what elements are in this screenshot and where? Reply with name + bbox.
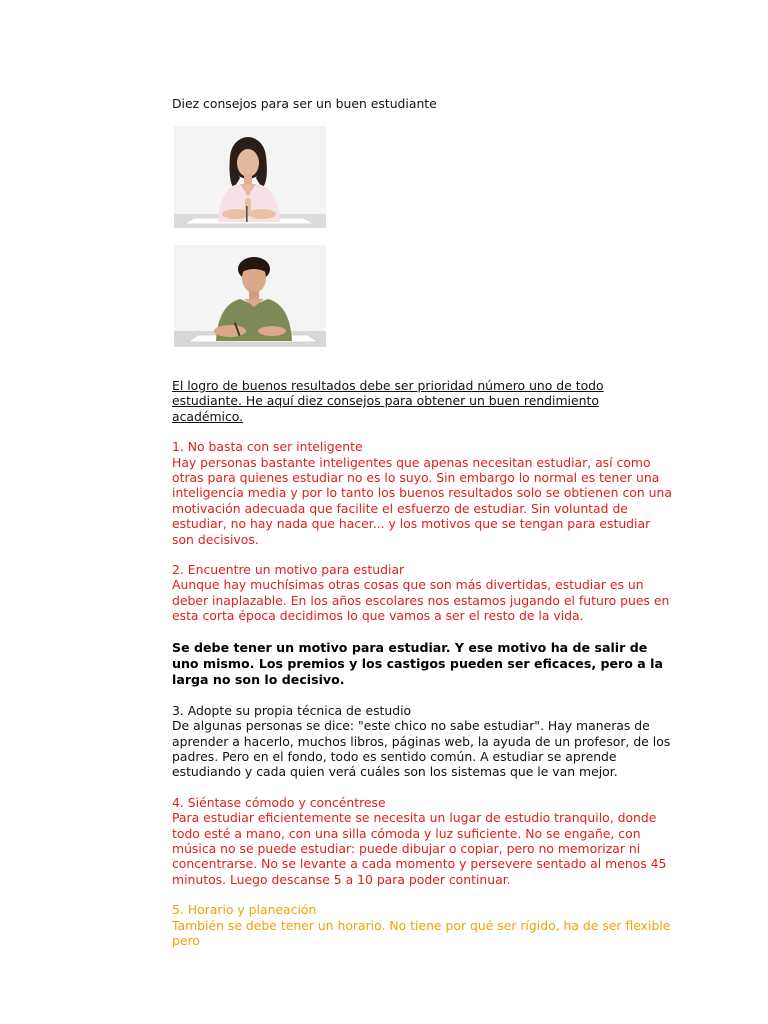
tip-body: También se debe tener un horario. No tiene por qué ser rígido, ha de ser flexible pero: [172, 917, 671, 948]
intro-paragraph: El logro de buenos resultados debe ser prioridad número uno de todo estudiante. He aquí diez consejos para obtener un buen rendimiento académico.: [172, 378, 604, 424]
tip-title: 4. Siéntase cómodo y concéntrese: [172, 794, 386, 810]
tip-section-1: [172, 439, 672, 547]
document-page: [172, 96, 672, 948]
tip-title: 2. Encuentre un motivo para estudiar: [172, 562, 405, 578]
tip-section-2: [172, 562, 672, 624]
tip-body: Aunque hay muchísimas otras cosas que son más divertidas, estudiar es un deber inaplazable. En los años escolares nos estamos jugando el futuro pues en esta corta época decidimos lo que vamos a ser el resto de la vida.: [172, 577, 670, 624]
tip-section-5: [172, 902, 672, 948]
tip-title: 3. Adopte su propia técnica de estudio: [172, 702, 412, 718]
tip-body: Para estudiar eficientemente se necesita un lugar de estudio tranquilo, donde todo esté a mano, con una silla cómoda y luz suficiente. No se engañe, con música no se puede estudiar: puede dibujar o copiar, pero no memorizar ni concentrarse. No se levante a cada momento y persevere sentado al menos 45 minutos. Luego descanse 5 a 10 para poder continuar.: [172, 810, 667, 887]
student-girl-photo: [174, 126, 326, 228]
tip-body: Hay personas bastante inteligentes que apenas necesitan estudiar, así como otras para quienes estudiar no es lo suyo. Sin embargo lo normal es tener una inteligencia media y por lo tanto los buenos resultados solo se obtienen con una motivación adecuada que facilite el esfuerzo de estudiar. Sin voluntad de estudiar, no hay nada que hacer... y los motivos que se tengan para estudiar son decisivos.: [172, 454, 672, 547]
highlight-paragraph: Se debe tener un motivo para estudiar. Y ese motivo ha de salir de uno mismo. Los premios y los castigos pueden ser eficaces, pero a la larga no son lo decisivo.: [172, 639, 664, 687]
tip-section-4: [172, 795, 672, 887]
tip-title: 5. Horario y planeación: [172, 902, 317, 918]
tip-title: 1. No basta con ser inteligente: [172, 439, 363, 455]
document-title: Diez consejos para ser un buen estudiante: [172, 96, 437, 111]
student-boy-photo: [174, 245, 326, 347]
tip-section-3: [172, 703, 672, 780]
tip-body: De algunas personas se dice: "este chico no sabe estudiar". Hay maneras de aprender a hacerlo, muchos libros, páginas web, la ayuda de un profesor, de los padres. Pero en el fondo, todo es sentido común. A estudiar se aprende estudiando y cada quien verá cuáles son los sistemas que le van mejor.: [172, 718, 671, 780]
